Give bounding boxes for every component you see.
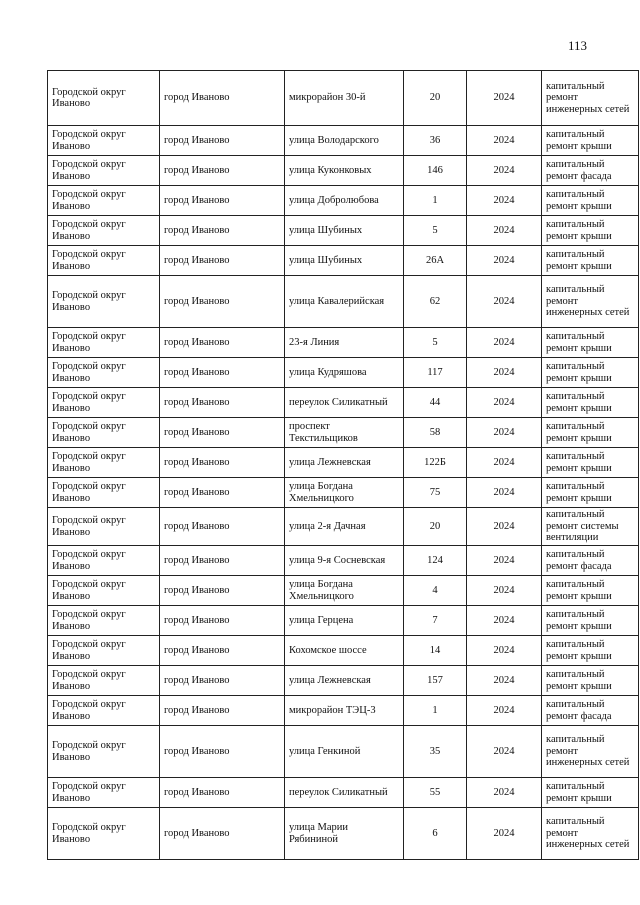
city-cell: город Иваново [160, 276, 285, 328]
city-cell: город Иваново [160, 246, 285, 276]
city-cell: город Иваново [160, 666, 285, 696]
municipality-cell: Городской округ Иваново [48, 246, 160, 276]
table-row [48, 246, 639, 276]
table-row [48, 388, 639, 418]
work-type-cell: капитальный ремонт крыши [542, 388, 639, 418]
work-type-cell: капитальный ремонт крыши [542, 448, 639, 478]
year-cell: 2024 [467, 418, 542, 448]
work-type-cell: капитальный ремонт крыши [542, 606, 639, 636]
street-cell: улица Марии Рябининой [285, 808, 404, 860]
work-type-cell: капитальный ремонт крыши [542, 126, 639, 156]
municipality-cell: Городской округ Иваново [48, 328, 160, 358]
street-cell: 23-я Линия [285, 328, 404, 358]
city-cell: город Иваново [160, 156, 285, 186]
street-cell: улица Лежневская [285, 448, 404, 478]
city-cell: город Иваново [160, 808, 285, 860]
work-type-cell: капитальный ремонт фасада [542, 546, 639, 576]
street-cell: микрорайон ТЭЦ-3 [285, 696, 404, 726]
street-cell: переулок Силикатный [285, 778, 404, 808]
table-row [48, 778, 639, 808]
work-type-cell: капитальный ремонт инженерных сетей [542, 808, 639, 860]
year-cell: 2024 [467, 448, 542, 478]
street-cell: улица Шубиных [285, 216, 404, 246]
house-number-cell: 62 [404, 276, 467, 328]
municipality-cell: Городской округ Иваново [48, 276, 160, 328]
table-row [48, 576, 639, 606]
table-row [48, 216, 639, 246]
year-cell: 2024 [467, 216, 542, 246]
year-cell: 2024 [467, 186, 542, 216]
house-number-cell: 5 [404, 328, 467, 358]
year-cell: 2024 [467, 636, 542, 666]
table-row [48, 808, 639, 860]
street-cell: улица Герцена [285, 606, 404, 636]
year-cell: 2024 [467, 508, 542, 546]
house-number-cell: 5 [404, 216, 467, 246]
street-cell: улица Добролюбова [285, 186, 404, 216]
municipality-cell: Городской округ Иваново [48, 358, 160, 388]
house-number-cell: 122Б [404, 448, 467, 478]
street-cell: улица Куконковых [285, 156, 404, 186]
year-cell: 2024 [467, 666, 542, 696]
year-cell: 2024 [467, 778, 542, 808]
city-cell: город Иваново [160, 358, 285, 388]
municipality-cell: Городской округ Иваново [48, 418, 160, 448]
table-row [48, 478, 639, 508]
house-number-cell: 1 [404, 696, 467, 726]
work-type-cell: капитальный ремонт крыши [542, 478, 639, 508]
year-cell: 2024 [467, 546, 542, 576]
work-type-cell: капитальный ремонт крыши [542, 636, 639, 666]
work-type-cell: капитальный ремонт крыши [542, 576, 639, 606]
city-cell: город Иваново [160, 778, 285, 808]
year-cell: 2024 [467, 276, 542, 328]
table-row [48, 186, 639, 216]
house-number-cell: 20 [404, 508, 467, 546]
year-cell: 2024 [467, 156, 542, 186]
street-cell: улица 9-я Сосневская [285, 546, 404, 576]
year-cell: 2024 [467, 71, 542, 126]
house-number-cell: 7 [404, 606, 467, 636]
house-number-cell: 4 [404, 576, 467, 606]
house-number-cell: 58 [404, 418, 467, 448]
house-number-cell: 26А [404, 246, 467, 276]
year-cell: 2024 [467, 126, 542, 156]
work-type-cell: капитальный ремонт крыши [542, 246, 639, 276]
municipality-cell: Городской округ Иваново [48, 666, 160, 696]
street-cell: проспект Текстильщиков [285, 418, 404, 448]
work-type-cell: капитальный ремонт крыши [542, 216, 639, 246]
house-number-cell: 6 [404, 808, 467, 860]
municipality-cell: Городской округ Иваново [48, 778, 160, 808]
municipality-cell: Городской округ Иваново [48, 126, 160, 156]
year-cell: 2024 [467, 696, 542, 726]
house-number-cell: 157 [404, 666, 467, 696]
work-type-cell: капитальный ремонт крыши [542, 778, 639, 808]
year-cell: 2024 [467, 328, 542, 358]
city-cell: город Иваново [160, 636, 285, 666]
street-cell: Кохомское шоссе [285, 636, 404, 666]
city-cell: город Иваново [160, 71, 285, 126]
work-type-cell: капитальный ремонт крыши [542, 358, 639, 388]
municipality-cell: Городской округ Иваново [48, 216, 160, 246]
table-row [48, 726, 639, 778]
table-row [48, 508, 639, 546]
work-type-cell: капитальный ремонт системы вентиляции [542, 508, 639, 546]
municipality-cell: Городской округ Иваново [48, 388, 160, 418]
table-row [48, 418, 639, 448]
table-row [48, 358, 639, 388]
table-row [48, 328, 639, 358]
city-cell: город Иваново [160, 418, 285, 448]
city-cell: город Иваново [160, 126, 285, 156]
municipality-cell: Городской округ Иваново [48, 156, 160, 186]
year-cell: 2024 [467, 388, 542, 418]
house-number-cell: 36 [404, 126, 467, 156]
table-row [48, 606, 639, 636]
year-cell: 2024 [467, 576, 542, 606]
table-row [48, 696, 639, 726]
repair-schedule-table [47, 70, 639, 860]
work-type-cell: капитальный ремонт крыши [542, 186, 639, 216]
city-cell: город Иваново [160, 726, 285, 778]
city-cell: город Иваново [160, 508, 285, 546]
table-row [48, 448, 639, 478]
street-cell: переулок Силикатный [285, 388, 404, 418]
work-type-cell: капитальный ремонт крыши [542, 418, 639, 448]
street-cell: улица Лежневская [285, 666, 404, 696]
municipality-cell: Городской округ Иваново [48, 186, 160, 216]
street-cell: улица Богдана Хмельницкого [285, 576, 404, 606]
year-cell: 2024 [467, 246, 542, 276]
municipality-cell: Городской округ Иваново [48, 546, 160, 576]
work-type-cell: капитальный ремонт инженерных сетей [542, 276, 639, 328]
street-cell: улица Кавалерийская [285, 276, 404, 328]
city-cell: город Иваново [160, 448, 285, 478]
municipality-cell: Городской округ Иваново [48, 508, 160, 546]
year-cell: 2024 [467, 726, 542, 778]
house-number-cell: 146 [404, 156, 467, 186]
house-number-cell: 44 [404, 388, 467, 418]
house-number-cell: 1 [404, 186, 467, 216]
page-number: 113 [568, 38, 588, 53]
table-row [48, 666, 639, 696]
municipality-cell: Городской округ Иваново [48, 71, 160, 126]
street-cell: улица Богдана Хмельницкого [285, 478, 404, 508]
table-body [48, 71, 639, 860]
work-type-cell: капитальный ремонт инженерных сетей [542, 726, 639, 778]
city-cell: город Иваново [160, 328, 285, 358]
work-type-cell: капитальный ремонт инженерных сетей [542, 71, 639, 126]
city-cell: город Иваново [160, 478, 285, 508]
city-cell: город Иваново [160, 186, 285, 216]
table-row [48, 636, 639, 666]
year-cell: 2024 [467, 808, 542, 860]
city-cell: город Иваново [160, 546, 285, 576]
city-cell: город Иваново [160, 606, 285, 636]
table-row [48, 156, 639, 186]
house-number-cell: 35 [404, 726, 467, 778]
city-cell: город Иваново [160, 576, 285, 606]
house-number-cell: 14 [404, 636, 467, 666]
table-row [48, 126, 639, 156]
house-number-cell: 20 [404, 71, 467, 126]
work-type-cell: капитальный ремонт крыши [542, 666, 639, 696]
municipality-cell: Городской округ Иваново [48, 808, 160, 860]
work-type-cell: капитальный ремонт фасада [542, 156, 639, 186]
table-row [48, 71, 639, 126]
street-cell: микрорайон 30-й [285, 71, 404, 126]
city-cell: город Иваново [160, 388, 285, 418]
house-number-cell: 55 [404, 778, 467, 808]
city-cell: город Иваново [160, 216, 285, 246]
municipality-cell: Городской округ Иваново [48, 478, 160, 508]
house-number-cell: 124 [404, 546, 467, 576]
year-cell: 2024 [467, 358, 542, 388]
year-cell: 2024 [467, 478, 542, 508]
table-row [48, 546, 639, 576]
year-cell: 2024 [467, 606, 542, 636]
house-number-cell: 75 [404, 478, 467, 508]
street-cell: улица Генкиной [285, 726, 404, 778]
street-cell: улица Володарского [285, 126, 404, 156]
house-number-cell: 117 [404, 358, 467, 388]
municipality-cell: Городской округ Иваново [48, 576, 160, 606]
work-type-cell: капитальный ремонт крыши [542, 328, 639, 358]
municipality-cell: Городской округ Иваново [48, 606, 160, 636]
table-row [48, 276, 639, 328]
street-cell: улица 2-я Дачная [285, 508, 404, 546]
municipality-cell: Городской округ Иваново [48, 636, 160, 666]
municipality-cell: Городской округ Иваново [48, 448, 160, 478]
municipality-cell: Городской округ Иваново [48, 696, 160, 726]
work-type-cell: капитальный ремонт фасада [542, 696, 639, 726]
city-cell: город Иваново [160, 696, 285, 726]
municipality-cell: Городской округ Иваново [48, 726, 160, 778]
street-cell: улица Кудряшова [285, 358, 404, 388]
street-cell: улица Шубиных [285, 246, 404, 276]
